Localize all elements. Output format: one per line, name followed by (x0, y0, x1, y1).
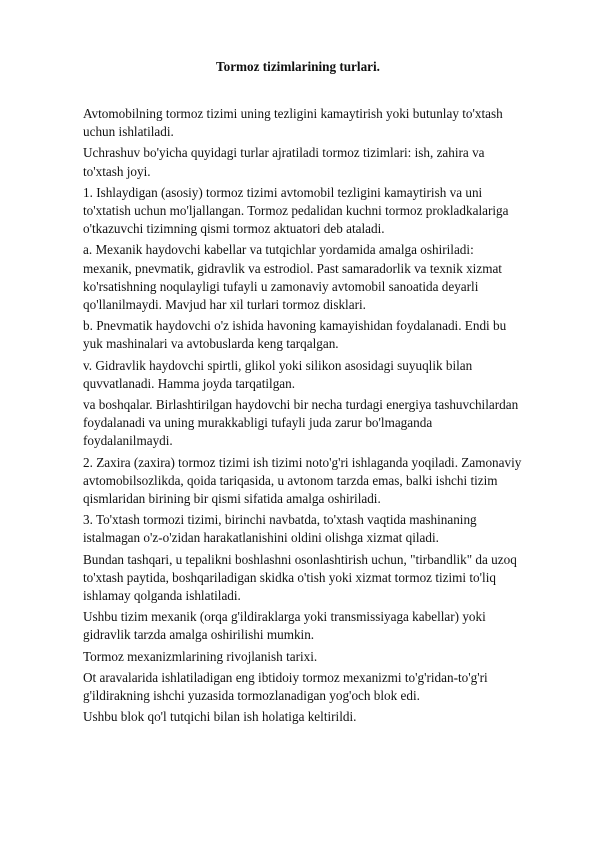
paragraph: Ot aravalarida ishlatiladigan eng ibtidoiy tormoz mexanizmi to'g'ridan-to'g'ri g'ildirakning ishchi yuzasida tormozlanadigan yog'och blok edi. (83, 669, 488, 704)
paragraph: b. Pnevmatik haydovchi o'z ishida havoning kamayishidan foydalanadi. Endi bu yuk mashinalari va avtobuslarda keng tarqalgan. (83, 318, 507, 352)
paragraph: va boshqalar. Birlashtirilgan haydovchi bir necha turdagi energiya tashuvchilardan foydalanadi va uning murakkabligi tufayli juda zarur bo'lmaganda foydalanilmaydi. (83, 397, 519, 449)
document-title: Tormoz tizimlarining turlari. (216, 59, 380, 74)
paragraph: Uchrashuv bo'yicha quyidagi turlar ajratiladi tormoz tizimlari: ish, zahira va to'xtash joyi. (83, 145, 485, 179)
paragraph: Bundan tashqari, u tepalikni boshlashni osonlashtirish uchun, "tirbandlik" da uzoq to'xtash paytida, boshqariladigan skidka o'tish yoki xizmat tormoz tizimi to'liq ishlamay qolganda ishlatiladi. (83, 551, 517, 604)
document-body (83, 105, 561, 730)
paragraph: Avtomobilning tormoz tizimi uning tezligini kamaytirish yoki butunlay to'xtash uchun ishlatiladi. (83, 106, 503, 140)
paragraph: Ushbu tizim mexanik (orqa g'ildiraklarga yoki transmissiyaga kabellar) yoki gidravlik tarzda amalga oshirilishi mumkin. (83, 609, 486, 643)
paragraph: v. Gidravlik haydovchi spirtli, glikol yoki silikon asosidagi suyuqlik bilan quvvatlanadi. Hamma joyda tarqatilgan. (83, 357, 473, 391)
paragraph: Ushbu blok qo'l tutqichi bilan ish holatiga keltirildi. (83, 709, 357, 725)
paragraph: 1. Ishlaydigan (asosiy) tormoz tizimi avtomobil tezligini kamaytirish va uni to'xtatish uchun mo'ljallangan. Tormoz pedalidan kuchni tormoz prokladkalariga o'tkazuvchi tizimning qismi tormoz aktuatori deb ataladi. (83, 184, 509, 237)
paragraph: a. Mexanik haydovchi kabellar va tutqichlar yordamida amalga oshiriladi: mexanik, pnevmatik, gidravlik va estrodiol. Past samaradorlik va texnik xizmat ko'rsatishning noqulayligi tufayli u zamonaviy avtomobil sanoatida deyarli qo'llanilmaydi. Mavjud har xil turlari tormoz disklari. (83, 242, 502, 313)
paragraph: 2. Zaxira (zaxira) tormoz tizimi ish tizimi noto'g'ri ishlaganda yoqiladi. Zamonaviy avtomobilsozlikda, qoida tariqasida, u avtonom tarzda emas, balki ishchi tizim qismlaridan birining bir qismi sifatida amalga oshiriladi. (83, 454, 522, 507)
paragraph: Tormoz mexanizmlarining rivojlanish tarixi. (83, 648, 318, 664)
paragraph: 3. To'xtash tormozi tizimi, birinchi navbatda, to'xtash vaqtida mashinaning istalmagan o'z-o'zidan harakatlanishini oldini olishga xizmat qiladi. (83, 512, 477, 546)
